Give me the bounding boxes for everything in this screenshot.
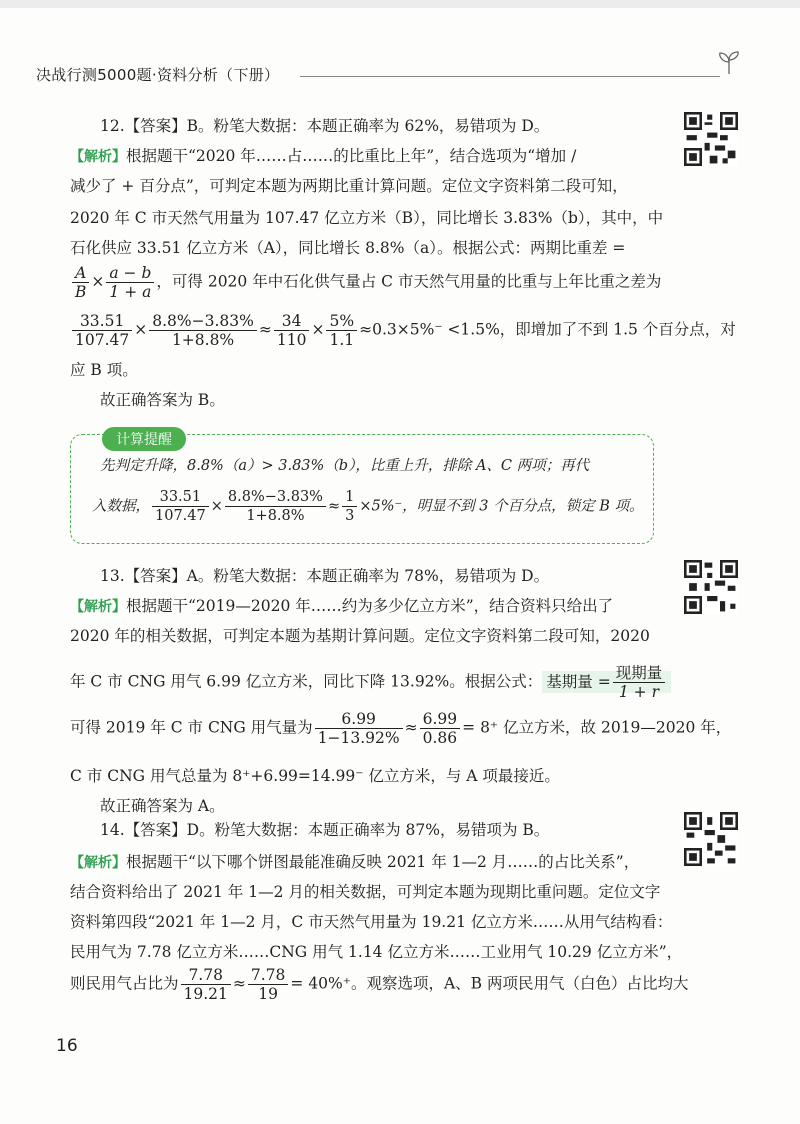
q12-answer-line: 12.【答案】B。粉笔大数据：本题正确率为 62%，易错项为 D。 [100,117,550,135]
q12-text-line: 应 B 项。 [70,361,138,379]
q12-calc-line: $\frac{33.51}{107.47}$ × $\frac{8.8\%-3.83\%}{1+8.8\%}$ ≈ $\frac{34}{110}$ × $\frac{5\%}{1.1}$ ≈0.3×5%⁻ <1.5%，即增加了不到 1.5 个百分点，对 [70,312,660,349]
fraction: $\frac{A}{B}$ [72,264,89,301]
q13-answer-line: 13.【答案】A。粉笔大数据：本题正确率为 78%，易错项为 D。 [100,567,550,585]
fraction: $\frac{34}{110}$ [274,312,310,349]
page-number: 16 [56,1036,78,1056]
q12-text-line: 减少了 + 百分点”，可判定本题为两期比重计算问题。定位文字资料第二段可知， [70,177,628,195]
q12-text-line: 石化供应 33.51 亿立方米（A），同比增长 8.8%（a）。根据公式：两期比重差 = [70,239,626,257]
fraction: $\frac{33.51}{107.47}$ [72,312,132,349]
fraction: $\frac{6.99}{1-13.92\%}$ [315,710,403,747]
formula-highlight: 基期量 = $\frac{\text{现期量}}{1 + r}$ [542,671,671,693]
qr-code-icon[interactable] [684,812,738,866]
q12-text-line: 2020 年 C 市天然气用量为 107.47 亿立方米（B），同比增长 3.83%（b），其中，中 [70,209,664,227]
fraction: $\frac{8.8\%-3.83\%}{1+8.8\%}$ [149,312,257,349]
q12-analysis-line: 【解析】根据题干“2020 年……占……的比重比上年”，结合选项为“增加 / [70,147,577,165]
q14-text-line: 民用气为 7.78 亿立方米……CNG 用气 1.14 亿立方米……工业用气 10.29 亿立方米”， [70,943,683,961]
q13-conclusion: 故正确答案为 A。 [100,797,225,815]
analysis-tag: 【解析】 [70,855,126,871]
q13-analysis-line: 【解析】根据题干“2019—2020 年……约为多少亿立方米”，结合资料只给出了 [70,597,614,615]
fraction: $\frac{33.51}{107.47}$ [152,488,209,525]
fraction: $\frac{a - b}{1 + a}$ [106,264,154,301]
fraction: $\frac{1}{3}$ [342,488,357,525]
q12-conclusion: 故正确答案为 B。 [100,391,225,409]
running-header: 决战行测5000题·资料分析（下册） [36,66,280,84]
fraction: $\frac{6.99}{0.86}$ [420,710,461,747]
q14-text-line: 资料第四段“2021 年 1—2 月，C 市天然气用量为 19.21 亿立方米……从用气结构看： [70,913,673,931]
q14-analysis-line: 【解析】根据题干“以下哪个饼图最能准确反映 2021 年 1—2 月……的占比关系”， [70,853,640,871]
q13-text-line: C 市 CNG 用气总量为 8⁺+6.99=14.99⁻ 亿立方米，与 A 项最接近。 [70,767,560,785]
calc-reminder-line: 入数据， $\frac{33.51}{107.47}$ × $\frac{8.8\%-3.83\%}{1+8.8\%}$ ≈ $\frac{1}{3}$ ×5%⁻，明显不到 3 个百分点，锁定 B 项。 [92,489,644,524]
analysis-tag: 【解析】 [70,149,126,165]
fraction: $\frac{8.8\%-3.83\%}{1+8.8\%}$ [225,488,326,525]
q13-formula-line: 年 C 市 CNG 用气 6.99 亿立方米，同比下降 13.92%。根据公式： 基期量 = $\frac{\text{现期量}}{1 + r}$ [70,664,660,701]
fraction: $\frac{\text{现期量}}{1 + r}$ [613,664,666,701]
qr-code-icon[interactable] [684,560,738,614]
fraction: $\frac{5\%}{1.1}$ [326,312,357,349]
q14-text-line: 结合资料给出了 2021 年 1—2 月的相关数据，可判定本题为现期比重问题。定位文字 [70,883,661,901]
q13-calc-line: 可得 2019 年 C 市 CNG 用气量为 $\frac{6.99}{1-13.92\%}$ ≈ $\frac{6.99}{0.86}$ = 8⁺ 亿立方米，故 2019—2020 年， [70,710,732,747]
q13-text-line: 2020 年的相关数据，可判定本题为基期计算问题。定位文字资料第二段可知，2020 [70,627,650,645]
q12-formula-line: $\frac{A}{B}$ × $\frac{a - b}{1 + a}$ ，可得 2020 年中石化供气量占 C 市天然气用量的比重与上年比重之差为 [70,264,660,301]
fraction: $\frac{7.78}{19}$ [248,966,289,1003]
qr-code-icon[interactable] [684,112,738,166]
calc-reminder-line: 先判定升降，8.8%（a）> 3.83%（b），比重上升，排除 A、C 两项；再代 [100,458,590,474]
fraction: $\frac{7.78}{19.21}$ [181,966,231,1003]
top-scan-band [0,0,800,8]
calc-reminder-tag: 计算提醒 [102,427,186,451]
leaf-icon [714,50,744,76]
analysis-tag: 【解析】 [70,599,126,615]
q14-calc-line: 则民用气占比为 $\frac{7.78}{19.21}$ ≈ $\frac{7.78}{19}$ = 40%⁺。观察选项，A、B 两项民用气（白色）占比均大 [70,966,689,1003]
q14-answer-line: 14.【答案】D。粉笔大数据：本题正确率为 87%，易错项为 B。 [100,821,550,839]
header-rule [300,76,720,77]
